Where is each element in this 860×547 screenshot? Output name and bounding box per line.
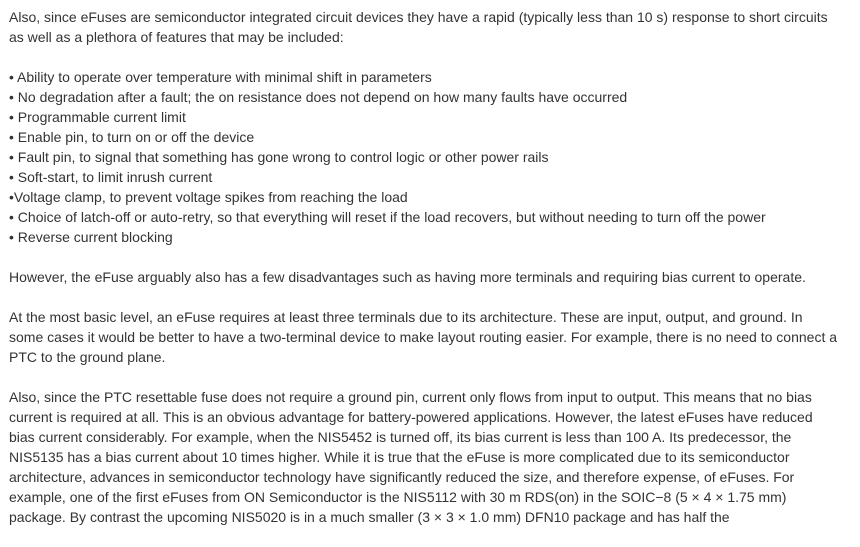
features-list: [9, 67, 839, 247]
feature-item: • Programmable current limit: [9, 109, 186, 125]
disadvantages-paragraph: However, the eFuse arguably also has a few disadvantages such as having more terminals and requiring bias current to operate.: [9, 269, 806, 285]
feature-item: • Choice of latch-off or auto-retry, so that everything will reset if the load recovers, but without needing to turn off the power: [9, 209, 766, 225]
bias-current-paragraph: Also, since the PTC resettable fuse does not require a ground pin, current only flows from input to output. This means that no bias current is required at all. This is an obvious advantage for battery-powered applications. However, the latest eFuses have reduced bias current considerably. For example, when the NIS5452 is turned off, its bias current is less than 100 A. Its predecessor, the NIS5135 has a bias current about 10 times higher. While it is true that the eFuse is more complicated due to its semiconductor architecture, advances in semiconductor technology have significantly reduced the size, and therefore expense, of eFuses. For example, one of the first eFuses from ON Semiconductor is the NIS5112 with 30 m RDS(on) in the SOIC−8 (5 × 4 × 1.75 mm) package. By contrast the upcoming NIS5020 is in a much smaller (3 × 3 × 1.0 mm) DFN10 package and has half the: [9, 389, 813, 525]
terminals-paragraph: At the most basic level, an eFuse requires at least three terminals due to its architecture. These are input, output, and ground. In some cases it would be better to have a two-terminal device to make layout routing easier. For example, there is no need to connect a PTC to the ground plane.: [9, 309, 838, 365]
feature-item: • Enable pin, to turn on or off the device: [9, 129, 255, 145]
feature-item: • Reverse current blocking: [9, 229, 173, 245]
article-body: [9, 7, 839, 547]
feature-item: •Voltage clamp, to prevent voltage spikes from reaching the load: [9, 189, 408, 205]
feature-item: • Ability to operate over temperature with minimal shift in parameters: [9, 69, 432, 85]
feature-item: • Soft-start, to limit inrush current: [9, 169, 213, 185]
feature-item: • Fault pin, to signal that something has gone wrong to control logic or other power rails: [9, 149, 549, 165]
feature-item: • No degradation after a fault; the on resistance does not depend on how many faults have occurred: [9, 89, 628, 105]
intro-paragraph: Also, since eFuses are semiconductor integrated circuit devices they have a rapid (typically less than 10 s) response to short circuits as well as a plethora of features that may be included:: [9, 9, 828, 45]
